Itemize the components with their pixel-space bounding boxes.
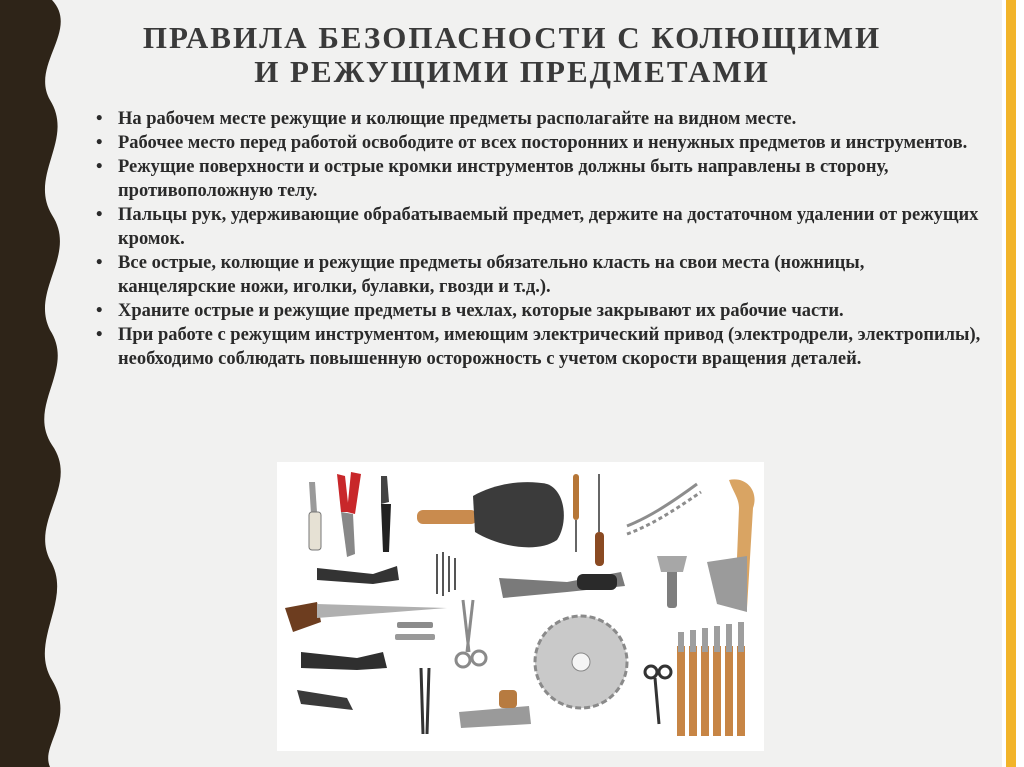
- chain-icon: [627, 484, 701, 534]
- rule-text: Рабочее место перед работой освободите от всех посторонних и ненужных предметов и инструментов.: [118, 133, 968, 153]
- pincers-icon: [317, 566, 399, 584]
- axe-icon: [707, 479, 755, 612]
- title-line-2: И РЕЖУЩИМИ ПРЕДМЕТАМИ: [254, 54, 770, 89]
- rule-item: [96, 323, 986, 371]
- chisel-set-icon: [677, 622, 745, 736]
- rule-item: [96, 131, 986, 155]
- snips-icon: [395, 622, 435, 640]
- bullet: •: [96, 325, 103, 345]
- scissors-icon: [456, 600, 486, 667]
- knife-icon: [309, 482, 321, 550]
- pruning-shears-icon: [337, 472, 361, 557]
- safety-rules-list: [96, 107, 986, 371]
- hedge-shears-icon: [499, 572, 625, 598]
- rule-item: [96, 203, 986, 251]
- rule-text: Храните острые и режущие предметы в чехлах, которые закрывают их рабочие части.: [118, 301, 844, 321]
- rule-text: При работе с режущим инструментом, имеющим электрический привод (электродрели, электропилы), необходимо соблюдать повышенную осторожность с учетом скорости вращения деталей.: [118, 325, 981, 369]
- hammer-icon: [657, 556, 687, 608]
- rule-text: Режущие поверхности и острые кромки инструментов должны быть направлены в сторону, противоположную телу.: [118, 157, 889, 201]
- right-accent-stripe: [1006, 0, 1016, 767]
- title-line-1: ПРАВИЛА БЕЗОПАСНОСТИ С КОЛЮЩИМИ: [142, 20, 882, 55]
- small-scissors-icon: [645, 666, 671, 724]
- rule-item: [96, 107, 986, 131]
- rule-text: Все острые, колющие и режущие предметы обязательно класть на свои места (ножницы, канцелярские ножи, иголки, булавки, гвозди и т.д.).: [118, 253, 865, 297]
- wavy-left-band: [0, 0, 80, 767]
- bullet: •: [96, 205, 103, 225]
- bullet: •: [96, 157, 103, 177]
- drill-bits-icon: [437, 552, 455, 596]
- awl-icon: [573, 474, 604, 566]
- slide-title: [92, 21, 932, 89]
- hand-plane-icon: [459, 690, 531, 728]
- small-shears-icon: [381, 476, 391, 552]
- pliers-icon: [297, 652, 387, 710]
- bullet: •: [96, 253, 103, 273]
- tools-photo: [277, 462, 764, 751]
- wire-cutters-icon: [421, 668, 429, 734]
- rule-item: [96, 155, 986, 203]
- rule-item: [96, 299, 986, 323]
- rule-text: Пальцы рук, удерживающие обрабатываемый предмет, держите на достаточном удалении от режущих кромок.: [118, 205, 979, 249]
- bullet: •: [96, 133, 103, 153]
- tools-illustration: [277, 462, 764, 751]
- rule-text: На рабочем месте режущие и колющие предметы располагайте на видном месте.: [118, 109, 797, 129]
- circular-saw-blade-icon: [535, 616, 627, 708]
- bullet: •: [96, 109, 103, 129]
- rule-item: [96, 251, 986, 299]
- scraper-icon: [417, 482, 564, 547]
- bullet: •: [96, 301, 103, 321]
